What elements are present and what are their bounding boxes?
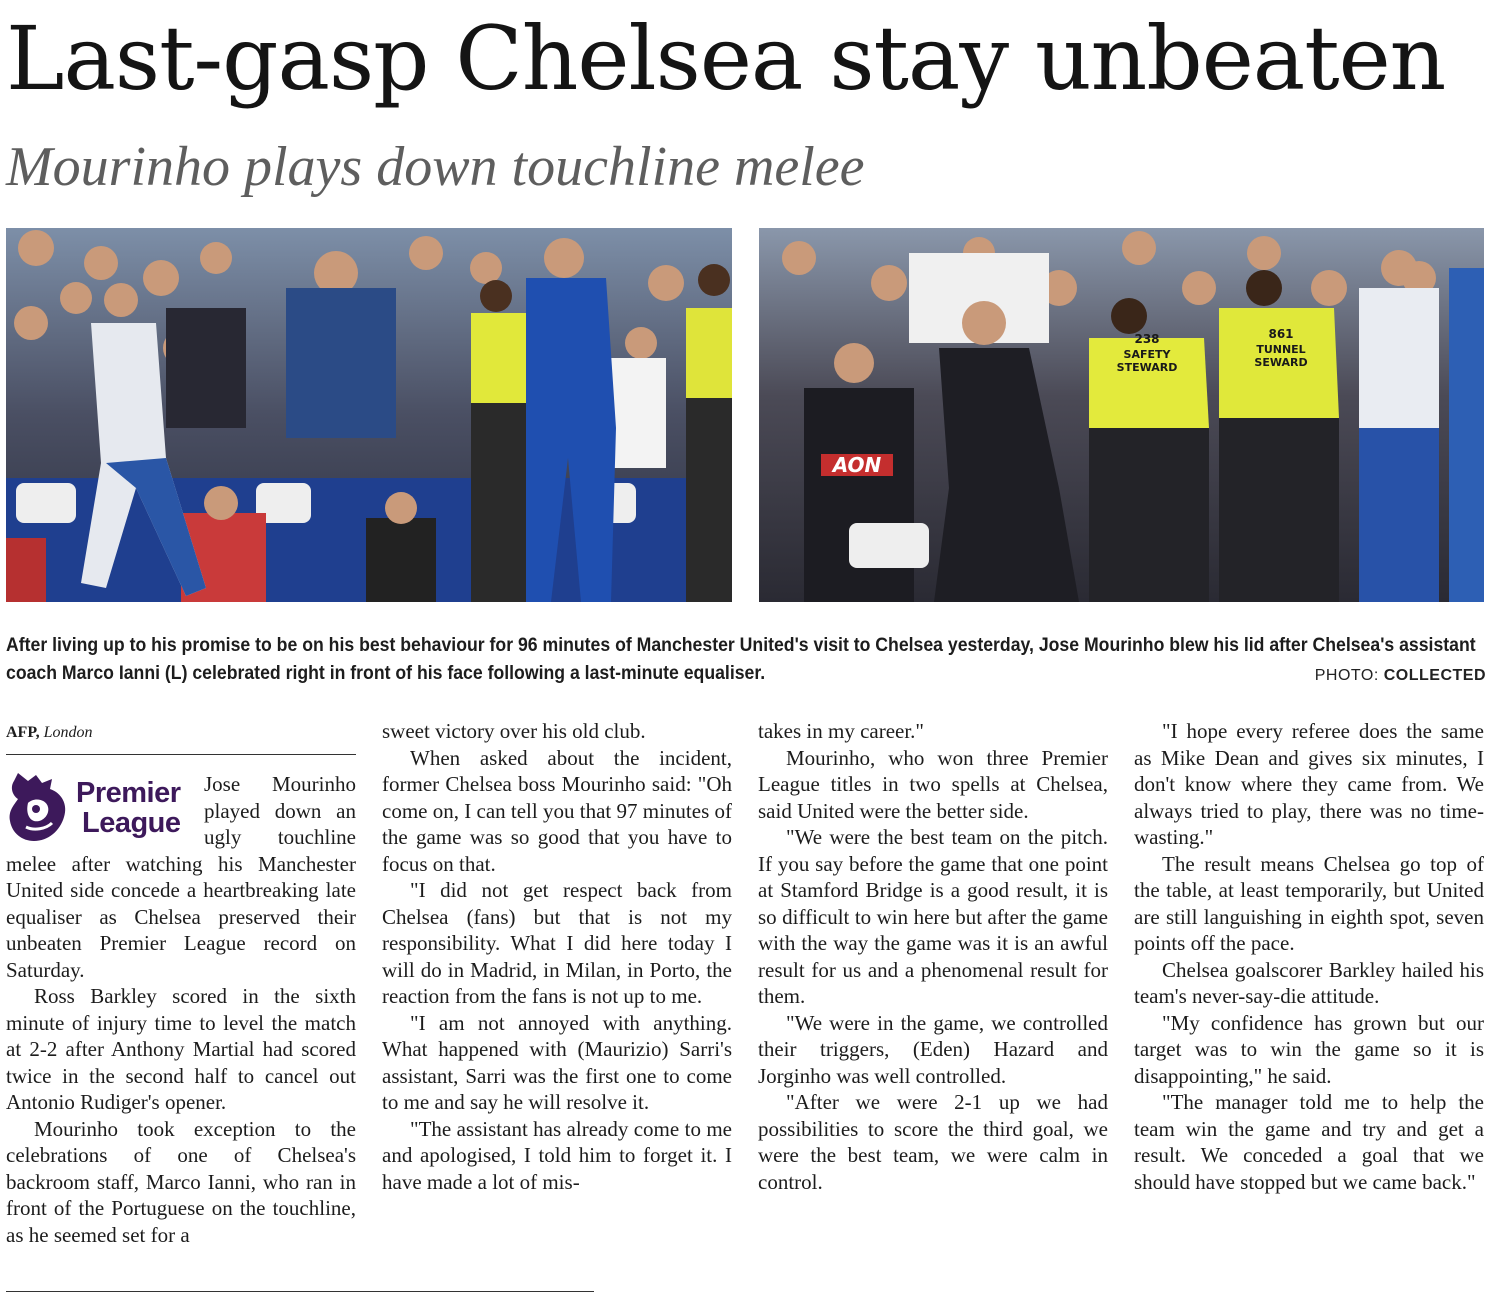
- vest-number-861: 861: [1268, 327, 1294, 341]
- byline: [6, 720, 356, 746]
- photo-right-touchline-melee: [759, 228, 1484, 602]
- byline-location: London: [43, 724, 93, 741]
- article-column-1: [6, 720, 356, 1248]
- article-paragraph: "I hope every referee does the same as Mike Dean and gives six minutes, I don't know where they came from. We always tried to play, there was no time-wasting.": [1134, 719, 1484, 849]
- article-paragraph: "We were in the game, we controlled their triggers, (Eden) Hazard and Jorginho was well controlled.: [758, 1010, 1108, 1088]
- byline-agency: AFP,: [6, 724, 40, 741]
- article-paragraph: "I am not annoyed with anything. What happened with (Maurizio) Sarri's assistant, Sarri was the first one to come to me and say he will resolve it.: [382, 1010, 732, 1114]
- vest-text-tunnel: TUNNEL: [1256, 343, 1306, 356]
- article-paragraph: "We were the best team on the pitch. If you say before the game that one point at Stamford Bridge is a good result, it is so difficult to win here but after the game with the way the game was it is an awful result for us and a phenomenal result for them.: [758, 825, 1108, 1008]
- premier-league-logo: [6, 765, 194, 847]
- vest-text-safety: SAFETY: [1123, 348, 1171, 361]
- vest-number-238: 238: [1134, 332, 1160, 346]
- article-paragraph: "My confidence has grown but our target was to win the game so it is disappointing," he said.: [1134, 1010, 1484, 1088]
- bottom-rule: [6, 1291, 594, 1292]
- photo-left-illustration: [6, 228, 732, 602]
- photo-caption: After living up to his promise to be on his best behaviour for 96 minutes of Manchester United's visit to Chelsea yesterday, Jose Mourinho blew his lid after Chelsea's assistant coach Marco Ianni (L) celebrated right in front of his face following a last-minute equaliser.: [6, 635, 1476, 684]
- article-paragraph: The result means Chelsea go top of the table, at least temporarily, but United are still languishing in eighth spot, seven points off the pace.: [1134, 851, 1484, 955]
- article-column-3: [758, 718, 1108, 1195]
- premier-league-logo-word-premier: Premier: [76, 777, 181, 809]
- article-paragraph: "The manager told me to help the team win the game and try and get a result. We conceded a goal that we should have stopped but we came back.": [1134, 1090, 1484, 1194]
- photo-credit: [1315, 667, 1486, 685]
- article-paragraph: sweet victory over his old club.: [382, 719, 646, 743]
- shirt-sponsor-text: AON: [832, 453, 882, 477]
- byline-rule: [6, 754, 356, 755]
- headline: Last-gasp Chelsea stay unbeaten: [6, 7, 1446, 110]
- photo-left-touchline-celebration: [6, 228, 732, 602]
- article-paragraph: takes in my career.": [758, 719, 925, 743]
- article-paragraph: "I did not get respect back from Chelsea (fans) but that is not my responsibility. What I did here today I will do in Madrid, in Milan, in Porto, the reaction from the fans is not up to me.: [382, 878, 732, 1008]
- article-paragraph: Mourinho took exception to the celebrations of one of Chelsea's backroom staff, Marco Ianni, who ran in front of the Portuguese on the touchline, as he seemed set for a: [6, 1116, 356, 1247]
- article-paragraph: Chelsea goalscorer Barkley hailed his team's never-say-die attitude.: [1134, 957, 1484, 1008]
- article-paragraph: Jose Mourinho played down an ugly touchline melee after watching his Manchester United side concede a heartbreaking late equaliser as Chelsea preserved their unbeaten Premier League record on Saturday.: [6, 772, 356, 982]
- article-paragraph: When asked about the incident, former Chelsea boss Mourinho said: "Oh come on, I can tell you that 97 minutes of the game was so good that you have to focus on that.: [382, 745, 732, 876]
- article-paragraph: "The assistant has already come to me and apologised, I told him to forget it. I have made a lot of mis-: [382, 1116, 732, 1194]
- premier-league-logo-word-league: League: [82, 807, 181, 839]
- vest-text-seward: SEWARD: [1254, 356, 1308, 369]
- premier-league-lion-icon: [6, 771, 70, 843]
- photo-credit-source: COLLECTED: [1383, 667, 1486, 684]
- subheadline: Mourinho plays down touchline melee: [6, 136, 865, 198]
- photo-credit-label: PHOTO:: [1314, 667, 1379, 684]
- article-column-4: [1134, 718, 1484, 1195]
- article-paragraph: Mourinho, who won three Premier League titles in two spells at Chelsea, said United were the better side.: [758, 745, 1108, 823]
- article-paragraph: Ross Barkley scored in the sixth minute of injury time to level the match at 2-2 after Anthony Martial had scored twice in the second half to cancel out Antonio Rudiger's opener.: [6, 984, 356, 1114]
- photo-right-illustration: [759, 228, 1484, 602]
- article-column-2: [382, 718, 732, 1195]
- article-paragraph: "After we were 2-1 up we had possibilities to score the third goal, we were the best team, we were calm in control.: [758, 1090, 1108, 1194]
- vest-text-steward: STEWARD: [1116, 361, 1178, 374]
